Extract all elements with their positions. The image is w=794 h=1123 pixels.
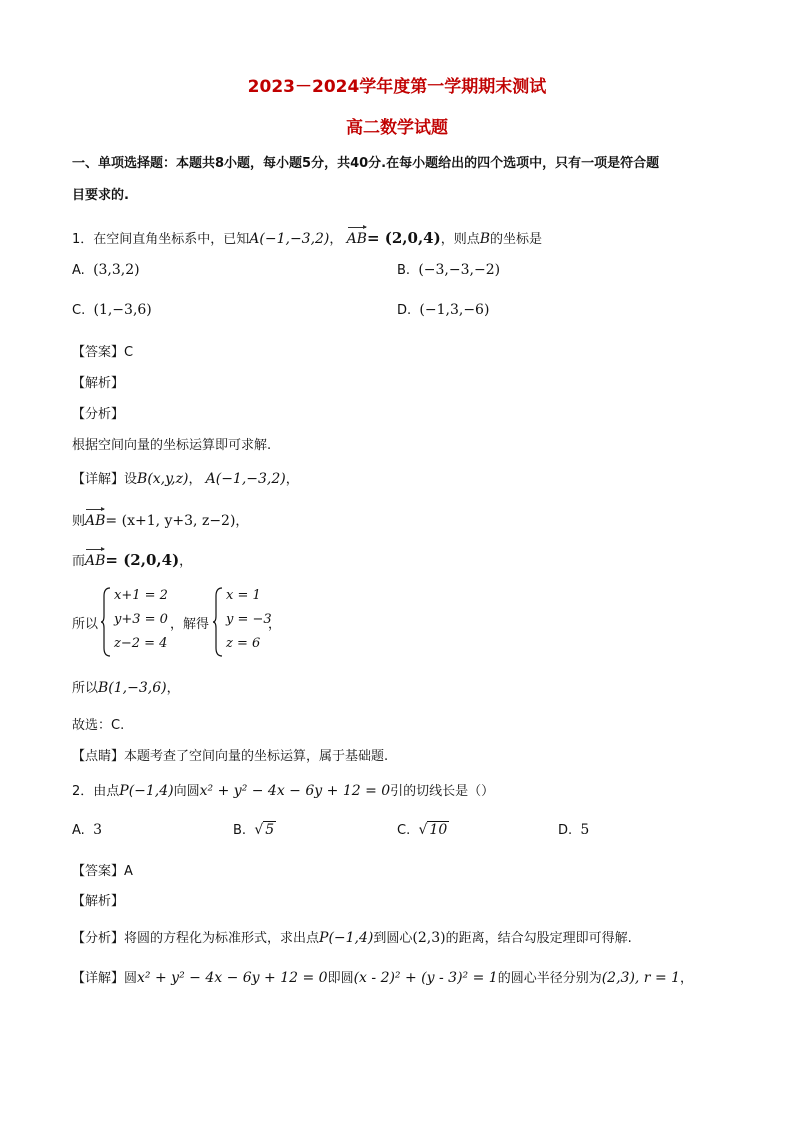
question-2-suffix: 引的切线长是（） xyxy=(390,784,495,799)
system-end: ， xyxy=(268,617,282,632)
answer-tag: 【答案】 xyxy=(72,864,125,879)
vector-ab-value: = (2,0,4) xyxy=(105,551,180,569)
comment-text: 本题考查了空间向量的坐标运算，属于基础题. xyxy=(124,749,389,764)
q2-option-c[interactable] xyxy=(397,822,449,838)
option-label: A. xyxy=(72,263,85,278)
circle-equation: x² + y² − 4x − 6y + 12 = 0 xyxy=(137,970,328,986)
point-b: B xyxy=(479,231,491,247)
question-1-suffix2: 的坐标是 xyxy=(490,232,543,247)
detail-text: 则 xyxy=(72,514,86,529)
detail-tag: 【详解】 xyxy=(72,472,125,487)
q1-option-a[interactable] xyxy=(72,262,140,278)
point-b-xyz: B(x,y,z) xyxy=(137,471,189,487)
exam-subtitle: 高二数学试题 xyxy=(346,118,448,138)
detail-text: 圆 xyxy=(124,971,138,986)
option-value: 5 xyxy=(580,822,590,838)
fenxi-text: 到圆心 xyxy=(373,931,413,946)
option-value: (3,3,2) xyxy=(93,262,140,278)
system-right-eq1: x = 1 xyxy=(226,588,261,603)
system-right-eq3: z = 6 xyxy=(226,636,261,651)
q1-detail-line3 xyxy=(72,550,192,569)
option-value: 10 xyxy=(429,822,448,838)
system-prefix: 所以 xyxy=(72,617,99,632)
q2-detail xyxy=(72,967,693,986)
option-label: B. xyxy=(397,263,411,278)
q1-comment xyxy=(72,745,388,764)
point-p: P(−1,4) xyxy=(319,930,374,946)
system-left-eq3: z−2 = 4 xyxy=(114,636,168,651)
option-value: 5 xyxy=(265,822,275,838)
q2-option-b[interactable] xyxy=(233,822,276,838)
option-value: (1,−3,6) xyxy=(93,302,152,318)
q1-option-b[interactable] xyxy=(397,262,500,278)
option-label: D. xyxy=(558,823,573,838)
q1-detail-line1 xyxy=(72,468,299,487)
separator: ， xyxy=(285,472,299,487)
q1-result xyxy=(72,677,180,696)
detail-text: 设 xyxy=(124,472,138,487)
q2-option-d[interactable] xyxy=(558,822,589,838)
point-b-result: B(1,−3,6) xyxy=(98,680,167,696)
vector-ab-label: AB xyxy=(346,231,367,247)
comment-tag: 【点睛】 xyxy=(72,749,125,764)
q1-choose: 故选：C. xyxy=(72,718,125,733)
separator: ， xyxy=(329,232,343,247)
question-1-suffix: ，则点 xyxy=(440,232,480,247)
option-value: (−1,3,−6) xyxy=(419,302,490,318)
q1-detail-line2 xyxy=(72,510,248,529)
q1-fenxi-tag: 【分析】 xyxy=(72,407,125,422)
question-1-prefix: 1．在空间直角坐标系中，已知 xyxy=(72,232,250,247)
circle-equation: x² + y² − 4x − 6y + 12 = 0 xyxy=(199,783,391,799)
point-a: A(−1,−3,2) xyxy=(249,231,330,247)
q1-answer xyxy=(72,341,133,360)
question-2-prefix: 2．由点 xyxy=(72,784,120,799)
q1-option-c[interactable] xyxy=(72,302,152,318)
system-left-eq2: y+3 = 0 xyxy=(114,612,168,627)
circle-center-radius: (2,3), r = 1 xyxy=(601,970,681,986)
exam-title: 2023－2024学年度第一学期期末测试 xyxy=(247,77,547,97)
question-1-stem xyxy=(72,228,542,247)
separator: ， xyxy=(188,472,202,487)
vector-ab-value: = (2,0,4) xyxy=(366,229,441,247)
system-right-eq2: y = −3 xyxy=(226,612,272,627)
separator: ， xyxy=(179,554,193,569)
option-label: A. xyxy=(72,823,85,838)
q2-analysis-tag: 【解析】 xyxy=(72,894,125,909)
detail-text: 而 xyxy=(72,554,86,569)
answer-value: C xyxy=(124,345,134,360)
q2-answer xyxy=(72,860,133,879)
detail-tag: 【详解】 xyxy=(72,971,125,986)
sqrt-expression: √ 10 xyxy=(418,822,448,838)
question-2-stem xyxy=(72,780,494,799)
system-left xyxy=(100,586,180,658)
circle-center: (2,3) xyxy=(412,930,446,946)
fenxi-text: 的距离，结合勾股定理即可得解. xyxy=(445,931,632,946)
option-value: (−3,−3,−2) xyxy=(418,262,501,278)
system-mid: ，解得 xyxy=(170,617,210,632)
detail-text: 所以 xyxy=(72,681,99,696)
system-left-eq1: x+1 = 2 xyxy=(114,588,168,603)
separator: ， xyxy=(235,514,249,529)
answer-tag: 【答案】 xyxy=(72,345,125,360)
vector-ab-label: AB xyxy=(85,513,106,529)
section-heading-line2: 目要求的. xyxy=(72,188,129,203)
option-label: C. xyxy=(72,303,86,318)
option-label: C. xyxy=(397,823,411,838)
system-right xyxy=(212,586,272,658)
point-a: A(−1,−3,2) xyxy=(205,471,286,487)
point-p: P(−1,4) xyxy=(119,783,174,799)
circle-standard-form: (x - 2)² + (y - 3)² = 1 xyxy=(353,970,498,986)
fenxi-text: 将圆的方程化为标准形式，求出点 xyxy=(124,931,320,946)
fenxi-tag: 【分析】 xyxy=(72,931,125,946)
option-label: B. xyxy=(233,823,247,838)
answer-value: A xyxy=(124,864,133,879)
detail-text: 即圆 xyxy=(327,971,354,986)
left-brace-icon xyxy=(212,586,224,658)
q2-option-a[interactable] xyxy=(72,822,102,838)
separator: ， xyxy=(680,971,694,986)
q1-option-d[interactable] xyxy=(397,302,489,318)
q1-analysis-tag: 【解析】 xyxy=(72,376,125,391)
question-2-mid: 向圆 xyxy=(173,784,200,799)
q2-fenxi xyxy=(72,927,632,946)
vector-ab-expression: = (x+1, y+3, z−2) xyxy=(105,513,236,529)
q1-fenxi-text: 根据空间向量的坐标运算即可求解. xyxy=(72,438,272,453)
section-heading-line1: 一、单项选择题：本题共8小题，每小题5分，共40分.在每小题给出的四个选项中，只有一项是符合题 xyxy=(72,156,660,171)
detail-text: 的圆心半径分别为 xyxy=(497,971,602,986)
vector-ab-label: AB xyxy=(85,553,106,569)
option-label: D. xyxy=(397,303,412,318)
option-value: 3 xyxy=(93,822,102,838)
separator: ， xyxy=(166,681,180,696)
left-brace-icon xyxy=(100,586,112,658)
sqrt-expression: √ 5 xyxy=(254,822,275,838)
